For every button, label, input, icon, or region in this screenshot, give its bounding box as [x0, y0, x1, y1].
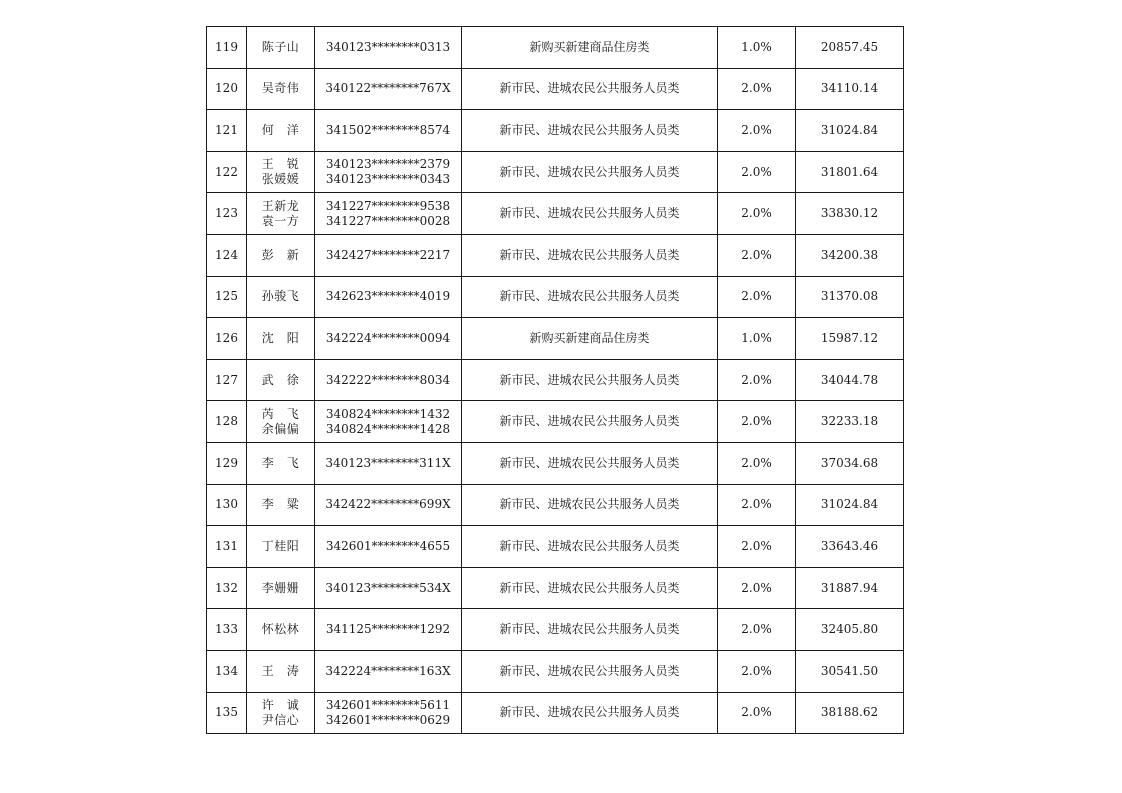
- id-number: 342222********8034: [325, 372, 451, 387]
- amount-cell: 32233.18: [796, 401, 904, 443]
- rate-cell: 2.0%: [718, 234, 796, 276]
- amount-cell: 34200.38: [796, 234, 904, 276]
- amount-cell: 33643.46: [796, 526, 904, 568]
- table-row: [207, 276, 904, 318]
- table-row: [207, 609, 904, 651]
- table-row: [207, 484, 904, 526]
- person-name: 张媛媛: [261, 172, 300, 187]
- id-number: 340123********0313: [325, 39, 451, 54]
- row-number-cell: 121: [207, 110, 247, 152]
- id-number-cell: [315, 234, 462, 276]
- id-number-cell: [315, 484, 462, 526]
- category-cell: 新市民、进城农民公共服务人员类: [462, 359, 718, 401]
- row-number-cell: 131: [207, 526, 247, 568]
- id-number: 340123********2379: [325, 157, 451, 172]
- person-name: 孙骏飞: [261, 289, 300, 304]
- id-number-cell: [315, 692, 462, 734]
- person-name: 丁桂阳: [261, 538, 300, 553]
- id-number: 341502********8574: [325, 122, 451, 137]
- id-number: 341227********0028: [325, 213, 451, 228]
- rate-cell: 2.0%: [718, 442, 796, 484]
- name-cell: [247, 68, 315, 110]
- id-number-cell: [315, 442, 462, 484]
- category-cell: 新市民、进城农民公共服务人员类: [462, 650, 718, 692]
- row-number-cell: 126: [207, 318, 247, 360]
- name-cell: [247, 401, 315, 443]
- table-row: [207, 193, 904, 235]
- id-number-cell: [315, 401, 462, 443]
- category-cell: 新市民、进城农民公共服务人员类: [462, 151, 718, 193]
- table-row: [207, 318, 904, 360]
- person-name: 许 诚: [261, 697, 300, 712]
- row-number-cell: 122: [207, 151, 247, 193]
- amount-cell: 31887.94: [796, 567, 904, 609]
- name-cell: [247, 234, 315, 276]
- person-name: 王新龙: [261, 198, 300, 213]
- row-number-cell: 129: [207, 442, 247, 484]
- amount-cell: 31801.64: [796, 151, 904, 193]
- name-cell: [247, 650, 315, 692]
- amount-cell: 30541.50: [796, 650, 904, 692]
- id-number: 340824********1432: [325, 406, 451, 421]
- rate-cell: 2.0%: [718, 151, 796, 193]
- name-cell: [247, 276, 315, 318]
- person-name: 尹信心: [261, 712, 300, 727]
- table-row: [207, 442, 904, 484]
- amount-cell: 32405.80: [796, 609, 904, 651]
- id-number-cell: [315, 526, 462, 568]
- person-name: 沈 阳: [261, 330, 300, 345]
- id-number: 342422********699X: [325, 497, 451, 512]
- table-row: [207, 68, 904, 110]
- table-row: [207, 401, 904, 443]
- person-name: 余偏偏: [261, 421, 300, 436]
- rate-cell: 2.0%: [718, 193, 796, 235]
- name-cell: [247, 359, 315, 401]
- id-number: 342224********0094: [325, 330, 451, 345]
- name-cell: [247, 692, 315, 734]
- row-number-cell: 125: [207, 276, 247, 318]
- row-number-cell: 127: [207, 359, 247, 401]
- rate-cell: 1.0%: [718, 27, 796, 69]
- id-number-cell: [315, 359, 462, 401]
- id-number: 340824********1428: [325, 421, 451, 436]
- table-body: [207, 27, 904, 734]
- row-number-cell: 123: [207, 193, 247, 235]
- table-row: [207, 359, 904, 401]
- category-cell: 新购买新建商品住房类: [462, 27, 718, 69]
- rate-cell: 2.0%: [718, 401, 796, 443]
- row-number-cell: 119: [207, 27, 247, 69]
- id-number: 342601********5611: [325, 697, 451, 712]
- row-number-cell: 124: [207, 234, 247, 276]
- id-number: 342427********2217: [325, 247, 451, 262]
- id-number-cell: [315, 27, 462, 69]
- id-number-cell: [315, 609, 462, 651]
- person-name: 陈子山: [261, 39, 300, 54]
- person-name: 芮 飞: [261, 406, 300, 421]
- name-cell: [247, 567, 315, 609]
- row-number-cell: 135: [207, 692, 247, 734]
- amount-cell: 31024.84: [796, 110, 904, 152]
- category-cell: 新市民、进城农民公共服务人员类: [462, 193, 718, 235]
- id-number: 342601********0629: [325, 712, 451, 727]
- rate-cell: 2.0%: [718, 650, 796, 692]
- subsidy-table: [206, 26, 904, 734]
- rate-cell: 2.0%: [718, 692, 796, 734]
- person-name: 李姗姗: [261, 580, 300, 595]
- category-cell: 新市民、进城农民公共服务人员类: [462, 234, 718, 276]
- table-row: [207, 526, 904, 568]
- name-cell: [247, 318, 315, 360]
- id-number: 340122********767X: [325, 81, 451, 96]
- table-row: [207, 151, 904, 193]
- rate-cell: 2.0%: [718, 567, 796, 609]
- id-number-cell: [315, 276, 462, 318]
- id-number: 342601********4655: [325, 538, 451, 553]
- table-row: [207, 567, 904, 609]
- person-name: 李 粱: [261, 497, 300, 512]
- person-name: 李 飞: [261, 455, 300, 470]
- amount-cell: 20857.45: [796, 27, 904, 69]
- category-cell: 新市民、进城农民公共服务人员类: [462, 276, 718, 318]
- name-cell: [247, 526, 315, 568]
- amount-cell: 34110.14: [796, 68, 904, 110]
- person-name: 袁一方: [261, 213, 300, 228]
- category-cell: 新市民、进城农民公共服务人员类: [462, 609, 718, 651]
- rate-cell: 1.0%: [718, 318, 796, 360]
- person-name: 彭 新: [261, 247, 300, 262]
- amount-cell: 37034.68: [796, 442, 904, 484]
- table-row: [207, 650, 904, 692]
- person-name: 武 徐: [261, 372, 300, 387]
- row-number-cell: 133: [207, 609, 247, 651]
- id-number-cell: [315, 68, 462, 110]
- amount-cell: 34044.78: [796, 359, 904, 401]
- person-name: 王 锐: [261, 157, 300, 172]
- person-name: 吴奇伟: [261, 81, 300, 96]
- category-cell: 新市民、进城农民公共服务人员类: [462, 526, 718, 568]
- id-number: 342224********163X: [325, 663, 451, 678]
- id-number: 340123********311X: [325, 455, 451, 470]
- name-cell: [247, 484, 315, 526]
- id-number: 342623********4019: [325, 289, 451, 304]
- amount-cell: 38188.62: [796, 692, 904, 734]
- category-cell: 新市民、进城农民公共服务人员类: [462, 68, 718, 110]
- rate-cell: 2.0%: [718, 68, 796, 110]
- rate-cell: 2.0%: [718, 276, 796, 318]
- category-cell: 新市民、进城农民公共服务人员类: [462, 484, 718, 526]
- id-number-cell: [315, 110, 462, 152]
- rate-cell: 2.0%: [718, 609, 796, 651]
- name-cell: [247, 442, 315, 484]
- id-number-cell: [315, 151, 462, 193]
- person-name: 何 洋: [261, 122, 300, 137]
- amount-cell: 33830.12: [796, 193, 904, 235]
- amount-cell: 15987.12: [796, 318, 904, 360]
- table-row: [207, 692, 904, 734]
- rate-cell: 2.0%: [718, 526, 796, 568]
- id-number-cell: [315, 318, 462, 360]
- category-cell: 新市民、进城农民公共服务人员类: [462, 567, 718, 609]
- id-number-cell: [315, 650, 462, 692]
- name-cell: [247, 193, 315, 235]
- rate-cell: 2.0%: [718, 484, 796, 526]
- table-row: [207, 27, 904, 69]
- amount-cell: 31024.84: [796, 484, 904, 526]
- category-cell: 新市民、进城农民公共服务人员类: [462, 401, 718, 443]
- category-cell: 新购买新建商品住房类: [462, 318, 718, 360]
- person-name: 怀松林: [261, 622, 300, 637]
- category-cell: 新市民、进城农民公共服务人员类: [462, 442, 718, 484]
- rate-cell: 2.0%: [718, 359, 796, 401]
- id-number: 341227********9538: [325, 198, 451, 213]
- person-name: 王 涛: [261, 663, 300, 678]
- name-cell: [247, 27, 315, 69]
- name-cell: [247, 609, 315, 651]
- id-number: 340123********0343: [325, 172, 451, 187]
- name-cell: [247, 110, 315, 152]
- id-number-cell: [315, 567, 462, 609]
- row-number-cell: 132: [207, 567, 247, 609]
- row-number-cell: 128: [207, 401, 247, 443]
- name-cell: [247, 151, 315, 193]
- category-cell: 新市民、进城农民公共服务人员类: [462, 692, 718, 734]
- row-number-cell: 130: [207, 484, 247, 526]
- rate-cell: 2.0%: [718, 110, 796, 152]
- row-number-cell: 134: [207, 650, 247, 692]
- table-row: [207, 234, 904, 276]
- row-number-cell: 120: [207, 68, 247, 110]
- category-cell: 新市民、进城农民公共服务人员类: [462, 110, 718, 152]
- table-row: [207, 110, 904, 152]
- id-number: 341125********1292: [325, 622, 451, 637]
- amount-cell: 31370.08: [796, 276, 904, 318]
- id-number-cell: [315, 193, 462, 235]
- id-number: 340123********534X: [325, 580, 451, 595]
